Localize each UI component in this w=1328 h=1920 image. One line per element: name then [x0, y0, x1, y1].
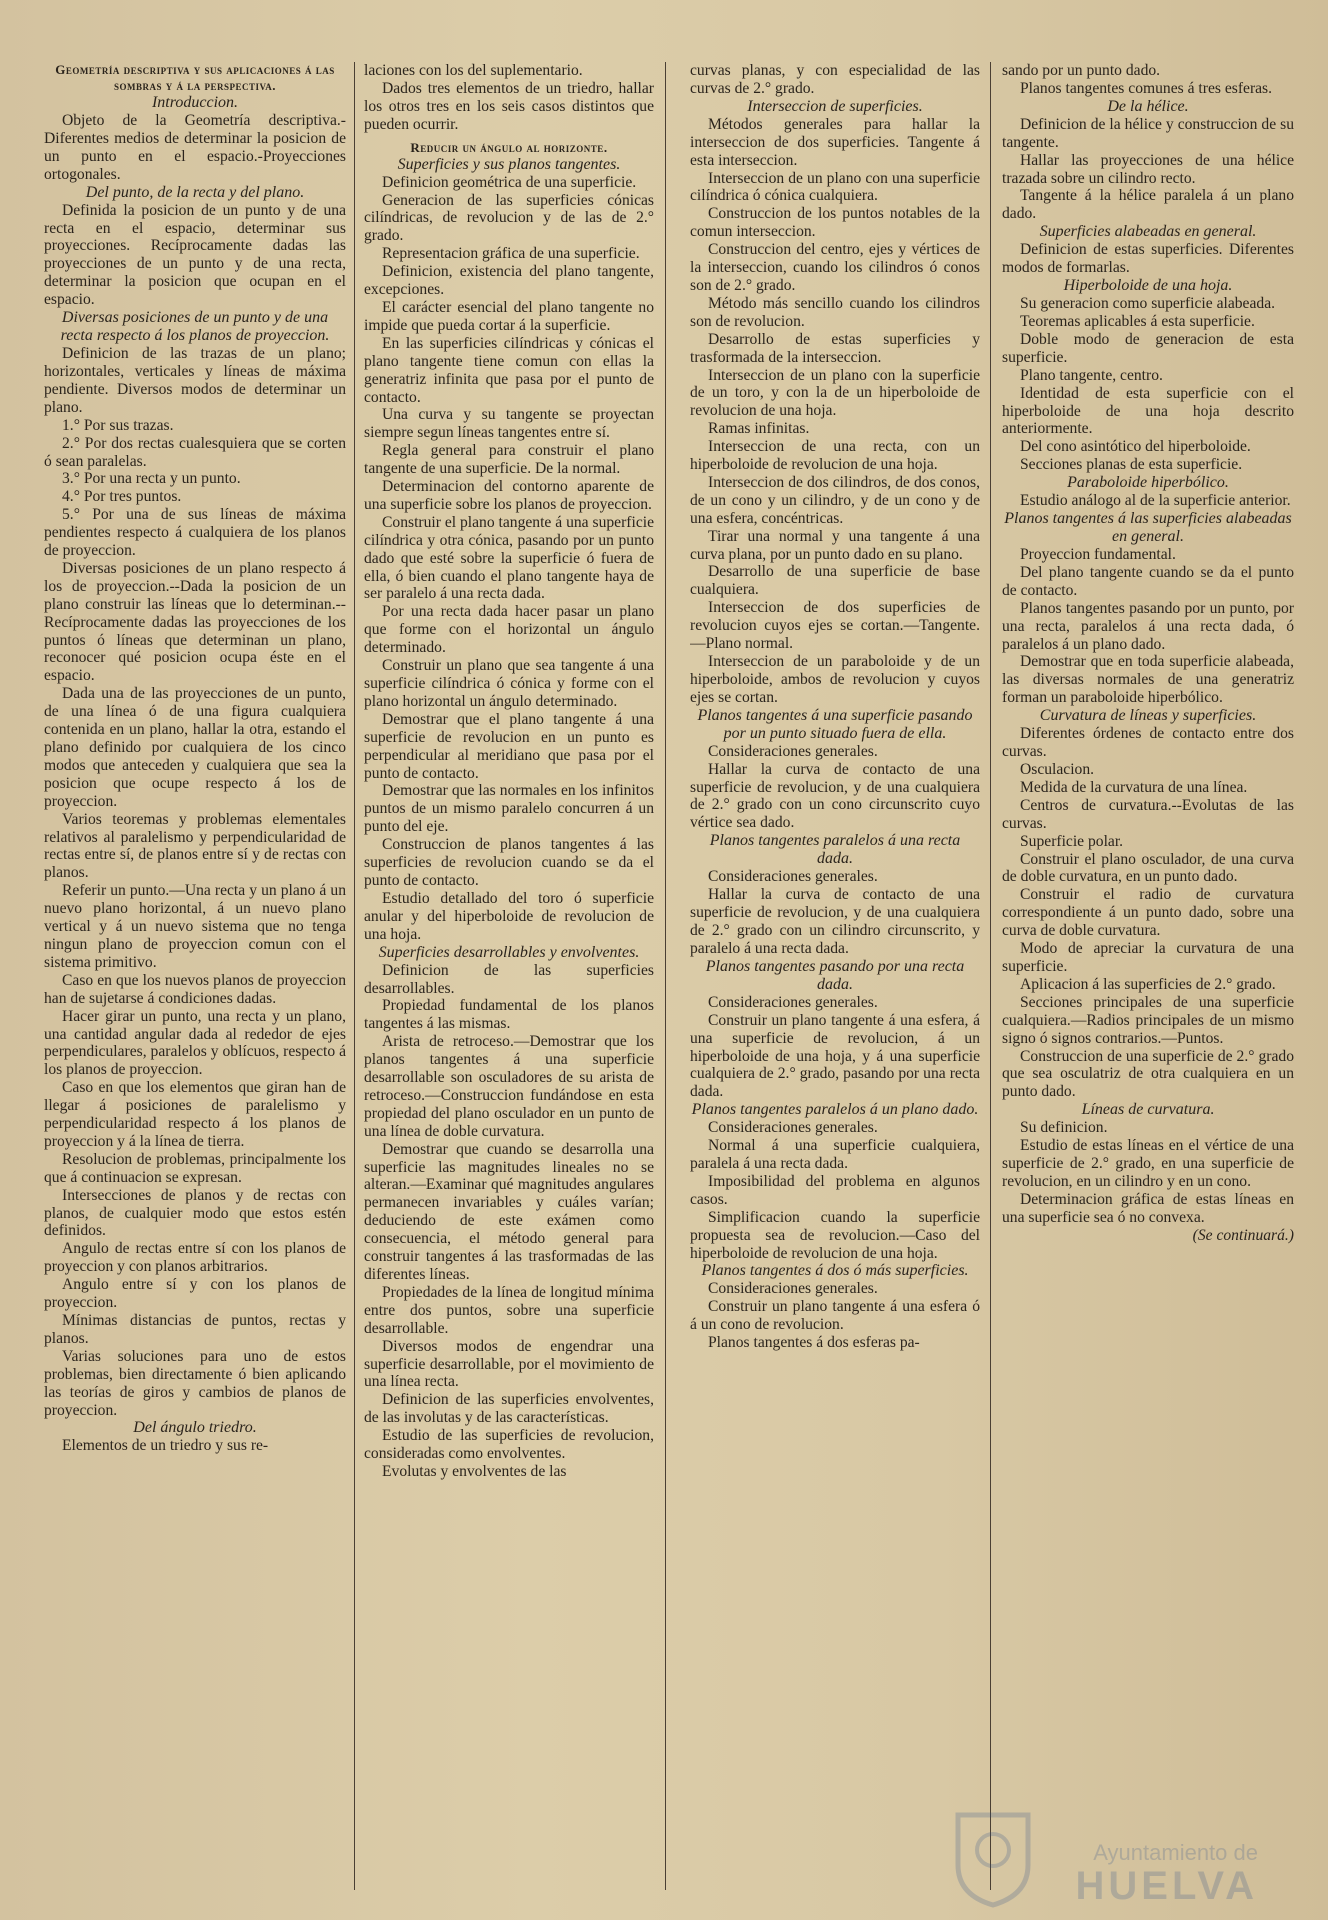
paragraph: Construccion del centro, ejes y vértices de la interseccion, cuando los cilindros ó conos son de 2.° grado. [690, 241, 980, 294]
section-heading: Curvatura de líneas y superficies. [1039, 707, 1257, 725]
paragraph: Generacion de las superficies cónicas cilíndricas, de revolucion y de las de 2.° grado. [364, 191, 654, 245]
paragraph: Interseccion de dos cilindros, de dos conos, de un cono y un cilindro, y de un cono y de una esfera, concéntricas. [690, 473, 980, 527]
column-3 [690, 62, 980, 1900]
column-1 [44, 62, 346, 1900]
paragraph: Ramas infinitas. [708, 420, 810, 438]
section-heading: Planos tangentes á las superficies alabeadas en general. [1004, 510, 1292, 546]
watermark-text-line1: Ayuntamiento de [1093, 1840, 1258, 1865]
paragraph: Referir un punto.—Una recta y un plano á un nuevo plano horizontal, á un nuevo plano vertical y á un nuevo sistema que no tenga ningun plano de proyeccion comun con el sistema primitivo. [44, 882, 346, 971]
paragraph: Del plano tangente cuando se da el punto de contacto. [1002, 563, 1294, 599]
paragraph: Proyeccion fundamental. [1020, 546, 1176, 564]
paragraph: Métodos generales para hallar la interseccion de dos superficies. Tangente á esta interseccion. [690, 115, 980, 169]
paragraph: Planos tangentes comunes á tres esferas. [1020, 79, 1273, 97]
section-heading: Paraboloide hiperbólico. [1067, 474, 1229, 492]
paragraph: Determinacion gráfica de estas líneas en una superficie sea ó no convexa. [1002, 1190, 1294, 1226]
paragraph: Una curva y su tangente se proyectan siempre segun líneas tangentes entre sí. [364, 406, 654, 442]
paragraph: Objeto de la Geometría descriptiva.-Diferentes medios de determinar la posicion de un punto en el espacio.-Proyecciones ortogonales. [44, 112, 346, 183]
paragraph: Modo de apreciar la curvatura de una superficie. [1002, 940, 1294, 975]
paragraph: Interseccion de un plano con la superficie de un toro, y con la de un hiperboloide de revolucion de una hoja. [690, 366, 980, 420]
section-heading: Superficies desarrollables y envolventes. [378, 943, 640, 961]
paragraph: Consideraciones generales. [708, 868, 878, 886]
column-2 [364, 62, 654, 1900]
paragraph: Angulo entre sí y con los planos de proyeccion. [44, 1276, 346, 1312]
paragraph: Construir un plano que sea tangente á una superficie cilíndrica ó cónica y forme con el plano horizontal un ángulo determinado. [364, 657, 654, 710]
paragraph: Intersecciones de planos y de rectas con planos, de cualquier modo que estos estén definidos. [44, 1186, 346, 1240]
paragraph: Desarrollo de estas superficies y trasformada de la interseccion. [690, 330, 980, 366]
paragraph: Por una recta dada hacer pasar un plano que forme con el horizontal un ángulo determinado. [364, 603, 654, 657]
paragraph: Dados tres elementos de un triedro, hallar los otros tres en los seis casos distintos que pueden ocurrir. [364, 79, 654, 133]
paragraph: Elementos de un triedro y sus re- [62, 1437, 269, 1455]
paragraph: Consideraciones generales. [708, 1280, 878, 1298]
paragraph: Arista de retroceso.—Demostrar que los planos tangentes á una superficie desarrollable son osculadores de su arista de retroceso.—Construccion fundándose en esta propiedad del plano osculador en un punto de una línea de doble curvatura. [364, 1033, 654, 1140]
paragraph: Construir un plano tangente á una esfera ó á un cono de revolucion. [690, 1298, 980, 1334]
paragraph: Resolucion de problemas, principalmente los que á continuacion se expresan. [44, 1150, 346, 1186]
paragraph: Osculacion. [1020, 761, 1095, 778]
paragraph: Consideraciones generales. [708, 1119, 878, 1137]
paragraph: Interseccion de dos superficies de revolucion cuyos ejes se cortan.—Tangente.—Plano normal. [690, 599, 980, 653]
paragraph: Imposibilidad del problema en algunos casos. [690, 1172, 980, 1208]
paragraph: Identidad de esta superficie con el hiperboloide de una hoja descrito anteriormente. [1002, 384, 1294, 438]
paragraph: 3.° Por una recta y un punto. [62, 470, 241, 488]
column-divider [665, 62, 666, 1890]
paragraph: Demostrar que las normales en los infinitos puntos de un mismo paralelo concurren á un punto del eje. [364, 782, 654, 836]
paragraph: Método más sencillo cuando los cilindros son de revolucion. [690, 294, 980, 330]
paragraph: Medida de la curvatura de una línea. [1020, 778, 1248, 796]
paragraph: Determinacion del contorno aparente de una superficie sobre los planos de proyeccion. [364, 478, 654, 513]
paragraph: Teoremas aplicables á esta superficie. [1020, 312, 1255, 330]
paragraph: Planos tangentes á dos esferas pa- [708, 1334, 920, 1352]
section-heading: Superficies alabeadas en general. [1039, 223, 1257, 241]
paragraph: Estudio análogo al de la superficie anterior. [1020, 492, 1291, 510]
paragraph: Angulo de rectas entre sí con los planos de proyeccion y con planos arbitrarios. [44, 1240, 346, 1276]
paragraph: Definicion de las trazas de un plano; horizontales, verticales y líneas de máxima pendiente. Diversos modos de determinar un plano. [44, 345, 346, 416]
paragraph: 1.° Por sus trazas. [62, 416, 174, 434]
paragraph: Construir el plano tangente á una superficie cilíndrica y otra cónica, pasando por un punto dado que esté sobre la superficie ó fuera de ella, ó bien cuando el plano tangente haya de ser paralelo á una recta dada. [364, 513, 654, 603]
paragraph: Definicion, existencia del plano tangente, excepciones. [364, 263, 654, 299]
paragraph: Normal á una superficie cualquiera, paralela á una recta dada. [690, 1137, 980, 1173]
paragraph: Hacer girar un punto, una recta y un plano, una cantidad angular dada al rededor de ejes perpendiculares, paralelos y oblícuos, respecto á los planos de proyeccion. [44, 1007, 346, 1079]
paragraph: Definida la posicion de un punto y de una recta en el espacio, determinar sus proyecciones. Recíprocamente dadas las proyecciones de un punto y de una recta, determinar la posicion que ocupan en el espacio. [44, 201, 346, 309]
section-caps-heading: Geometría descriptiva y sus aplicaciones á las sombras y á la perspectiva. [55, 62, 335, 93]
paragraph: Estudio detallado del toro ó superficie anular y del hiperboloide de revolucion de una hoja. [364, 889, 654, 943]
column-divider [990, 62, 991, 1890]
paragraph: Estudio de estas líneas en el vértice de una superficie de 2.° grado, en una superficie de revolucion, en un cilindro y en un cono. [1002, 1137, 1294, 1190]
section-caps-heading: Reducir un ángulo al horizonte. [410, 139, 608, 155]
section-heading: De la hélice. [1107, 97, 1189, 115]
continuation-note: (Se continuará.) [1192, 1226, 1294, 1244]
paragraph: Tangente á la hélice paralela á un plano dado. [1002, 187, 1294, 223]
section-heading: Planos tangentes á una superficie pasando por un punto situado fuera de ella. [697, 706, 973, 742]
paragraph: Caso en que los nuevos planos de proyeccion han de sujetarse á condiciones dadas. [44, 971, 346, 1007]
paragraph: Hallar la curva de contacto de una superficie de revolucion, y de una cualquiera de 2.° grado con un cono circunscrito cuyo vértice sea dado. [690, 760, 980, 832]
paragraph: Dada una de las proyecciones de un punto, de una línea ó de una figura cualquiera contenida en un plano, hallar la otra, estando el plano definido por cualquiera de los cinco modos que anteceden y cualquiera que sea la posicion que ocupe respecto á los de proyeccion. [44, 685, 346, 810]
paragraph: Interseccion de un plano con una superficie cilíndrica ó cónica cualquiera. [690, 169, 980, 205]
section-heading: Superficies y sus planos tangentes. [397, 155, 621, 173]
section-heading: Del ángulo triedro. [133, 1419, 257, 1437]
paragraph: Construir el radio de curvatura correspondiente á un punto dado, sobre una curva de doble curvatura. [1002, 886, 1294, 940]
paragraph: El carácter esencial del plano tangente no impide que pueda cortar á la superficie. [364, 298, 654, 334]
paragraph: sando por un punto dado. [1002, 62, 1161, 79]
paragraph: Diferentes órdenes de contacto entre dos curvas. [1002, 725, 1294, 761]
paragraph: Tirar una normal y una tangente á una curva plana, por un punto dado en su plano. [690, 527, 980, 563]
section-heading: Planos tangentes á dos ó más superficies. [701, 1262, 969, 1280]
section-heading: Hiperboloide de una hoja. [1063, 277, 1233, 295]
paragraph: Construccion de los puntos notables de la comun interseccion. [690, 205, 980, 241]
section-heading: Planos tangentes paralelos á un plano dado. [691, 1101, 979, 1119]
paragraph: Demostrar que cuando se desarrolla una superficie las magnitudes lineales no se alteran.—Examinar qué magnitudes angulares permanecen invariables y cuáles varían; deduciendo de este exámen como consecuencia, el método general para construir tangentes á las trasformadas de las diferentes líneas. [364, 1140, 654, 1283]
paragraph: 5.° Por una de sus líneas de máxima pendientes respecto á cualquiera de los planos de proyeccion. [44, 506, 346, 560]
paragraph: Demostrar que el plano tangente á una superficie de revolucion en un punto es perpendicular al meridiano que pasa por el punto de contacto. [364, 710, 654, 782]
paragraph: Definicion geométrica de una superficie. [382, 173, 637, 191]
paragraph: Definicion de las superficies desarrollables. [364, 961, 654, 997]
paragraph: Interseccion de un paraboloide y de un hiperboloide, ambos de revolucion y cuyos ejes se cortan. [690, 653, 980, 706]
paragraph: Desarrollo de una superficie de base cualquiera. [690, 563, 980, 599]
paragraph: Evolutas y envolventes de las [382, 1462, 567, 1480]
paragraph: Plano tangente, centro. [1020, 366, 1163, 384]
paragraph: Propiedad fundamental de los planos tangentes á las mismas. [364, 997, 654, 1033]
paragraph: curvas planas, y con especialidad de las curvas de 2.° grado. [690, 62, 980, 97]
section-heading: Diversas posiciones de un punto y de una recta respecto á los planos de proyeccion. [60, 309, 330, 345]
paragraph: Superficie polar. [1020, 832, 1124, 850]
paragraph: Su generacion como superficie alabeada. [1020, 295, 1276, 313]
paragraph: Definicion de las superficies envolventes, de las involutas y de las características. [364, 1391, 654, 1427]
paragraph: Construir un plano tangente á una esfera, á una superficie de revolucion, á un hiperboloide de una hoja, y á una superficie cualquiera de 2.° grado, pasando por una recta dada. [690, 1011, 980, 1101]
section-heading: Del punto, de la recta y del plano. [85, 183, 305, 201]
paragraph: Hallar las proyecciones de una hélice trazada sobre un cilindro recto. [1002, 151, 1294, 187]
section-heading: Líneas de curvatura. [1081, 1101, 1215, 1119]
column-4 [1002, 62, 1294, 1900]
section-heading: Interseccion de superficies. [747, 97, 923, 115]
paragraph: Construccion de planos tangentes á las superficies de revolucion cuando se da el punto de contacto. [364, 836, 654, 889]
paragraph: 4.° Por tres puntos. [62, 488, 182, 506]
paragraph: Consideraciones generales. [708, 993, 878, 1011]
paragraph: Su definicion. [1020, 1119, 1108, 1137]
paragraph: En las superficies cilíndricas y cónicas el plano tangente tiene comun con ellas la generatriz infinita que pasa por el punto de contacto. [364, 334, 654, 406]
paragraph: laciones con los del suplementario. [364, 62, 583, 79]
paragraph: 2.° Por dos rectas cualesquiera que se corten ó sean paralelas. [44, 434, 346, 470]
paragraph: Secciones planas de esta superficie. [1020, 456, 1243, 474]
paragraph: Regla general para construir el plano tangente de una superficie. De la normal. [364, 442, 654, 478]
paragraph: Construir el plano osculador, de una curva de doble curvatura, en un punto dado. [1002, 850, 1294, 886]
paragraph: Definicion de la hélice y construccion de su tangente. [1002, 115, 1294, 151]
paragraph: Consideraciones generales. [708, 742, 878, 760]
paragraph: Definicion de estas superficies. Diferentes modos de formarlas. [1002, 241, 1294, 277]
paragraph: Diversos modos de engendrar una superficie desarrollable, por el movimiento de una línea recta. [364, 1337, 654, 1391]
paragraph: Demostrar que en toda superficie alabeada, las diversas normales de una generatriz forman un paraboloide hiperbólico. [1002, 653, 1294, 707]
paragraph: Doble modo de generacion de esta superficie. [1002, 330, 1294, 366]
paragraph: Secciones principales de una superficie cualquiera.—Radios principales de un mismo signo ó signos contrarios.—Puntos. [1002, 993, 1294, 1047]
paragraph: Planos tangentes pasando por un punto, por una recta, paralelos á una recta dada, ó paralelos á un plano dado. [1002, 599, 1294, 653]
paragraph: Mínimas distancias de puntos, rectas y planos. [44, 1312, 346, 1347]
paragraph: Aplicacion á las superficies de 2.° grado. [1020, 975, 1276, 993]
paragraph: Diversas posiciones de un plano respecto á los de proyeccion.--Dada la posicion de un plano construir las líneas que lo determinan.--Recíprocamente dadas las proyecciones de los puntos ó líneas que determinan un plano, reconocer qué posicion ocupa éste en el espacio. [44, 559, 346, 685]
paragraph: Simplificacion cuando la superficie propuesta sea de revolucion.—Caso del hiperboloide de revolucion de una hoja. [690, 1208, 980, 1262]
paragraph: Estudio de las superficies de revolucion, consideradas como envolventes. [364, 1427, 654, 1463]
section-heading: Planos tangentes pasando por una recta dada. [705, 957, 965, 993]
paragraph: Representacion gráfica de una superficie. [382, 245, 640, 263]
column-divider [354, 62, 355, 1890]
section-heading: Introduccion. [151, 94, 239, 111]
watermark-text-line2: HUELVA [1075, 1864, 1258, 1908]
paragraph: Caso en que los elementos que giran han de llegar á posiciones de paralelismo y perpendicularidad respecto á los planos de proyeccion y á la línea de tierra. [44, 1079, 346, 1150]
paragraph: Construccion de una superficie de 2.° grado que sea osculatriz de otra cualquiera en un punto dado. [1002, 1047, 1294, 1101]
paragraph: Varias soluciones para uno de estos problemas, bien directamente ó bien aplicando las teorías de giros y cambios de planos de proyeccion. [44, 1347, 346, 1419]
paragraph: Propiedades de la línea de longitud mínima entre dos puntos, sobre una superficie desarrollable. [364, 1283, 654, 1337]
paragraph: Interseccion de una recta, con un hiperboloide de revolucion de una hoja. [690, 438, 980, 474]
paragraph: Centros de curvatura.--Evolutas de las curvas. [1002, 796, 1294, 832]
paragraph: Hallar la curva de contacto de una superficie de revolucion, y de una cualquiera de 2.° grado con un cilindro circunscrito, y paralelo á una recta dada. [690, 886, 980, 957]
paragraph: Varios teoremas y problemas elementales relativos al paralelismo y perpendicularidad de rectas entre sí, de planos entre sí y de rectas con planos. [44, 810, 346, 882]
section-heading: Planos tangentes paralelos á una recta dada. [709, 832, 961, 868]
paragraph: Del cono asintótico del hiperboloide. [1020, 438, 1251, 456]
